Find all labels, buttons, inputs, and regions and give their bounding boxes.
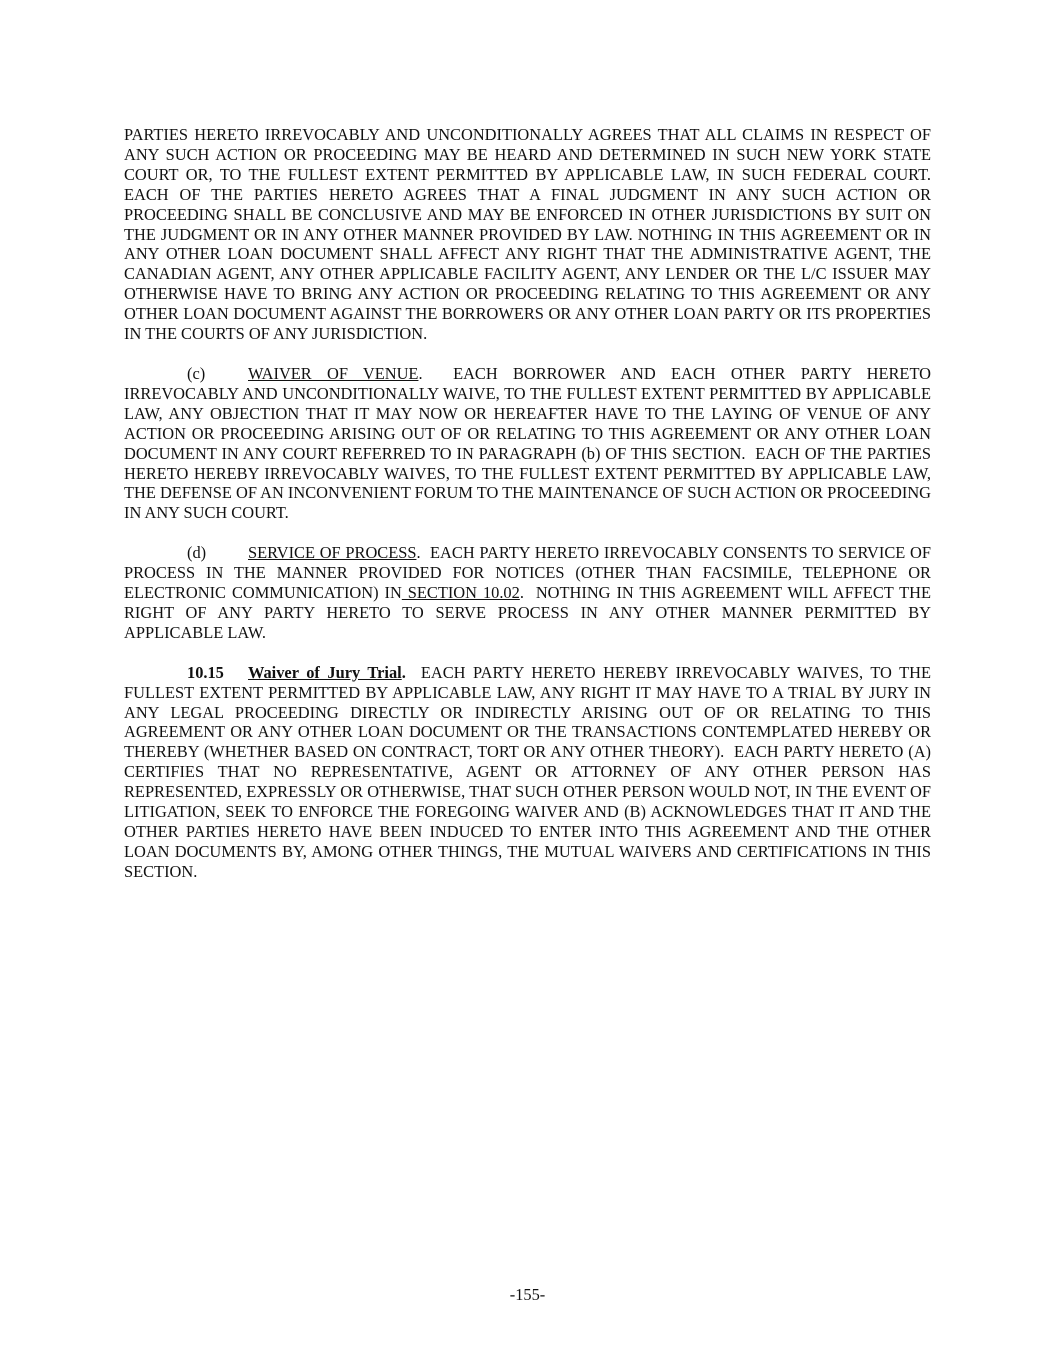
page-number: -155- [509, 1285, 546, 1304]
paragraph-continued-text: PARTIES HERETO IRREVOCABLY AND UNCONDITIONALLY AGREES THAT ALL CLAIMS IN RESPECT OF ANY SUCH ACTION OR PROCEEDING MAY BE HEARD AND DETERMINED IN SUCH NEW YORK STATE COURT OR, TO THE FULLEST EXTENT PERMITTED BY APPLICABLE LAW, IN SUCH FEDERAL COURT. EACH OF THE PARTIES HERETO AGREES THAT A FINAL JUDGMENT IN ANY SUCH ACTION OR PROCEEDING SHALL BE CONCLUSIVE AND MAY BE ENFORCED IN OTHER JURISDICTIONS BY SUIT ON THE JUDGMENT OR IN ANY OTHER MANNER PROVIDED BY LAW. NOTHING IN THIS AGREEMENT OR IN ANY OTHER LOAN DOCUMENT SHALL AFFECT ANY RIGHT THAT THE ADMINISTRATIVE AGENT, THE CANADIAN AGENT, ANY OTHER APPLICABLE FACILITY AGENT, ANY LENDER OR THE L/C ISSUER MAY OTHERWISE HAVE TO BRING ANY ACTION OR PROCEEDING RELATING TO THIS AGREEMENT OR ANY OTHER LOAN DOCUMENT AGAINST THE BORROWERS OR ANY OTHER LOAN PARTY OR ITS PROPERTIES IN THE COURTS OF ANY JURISDICTION. [124, 125, 931, 344]
section-10-15-number: 10.15 [187, 662, 224, 682]
section-10-15-heading: Waiver of Jury Trial [248, 662, 402, 682]
paragraph-c-heading-punct: . [418, 363, 423, 383]
paragraph-d-service-of-process [124, 543, 936, 643]
section-10-15-body: EACH PARTY HERETO HEREBY IRREVOCABLY WAIVES, TO THE FULLEST EXTENT PERMITTED BY APPLICABLE LAW, ANY RIGHT IT MAY HAVE TO A TRIAL BY JURY IN ANY LEGAL PROCEEDING DIRECTLY OR INDIRECTLY ARISING OUT OF OR RELATING TO THIS AGREEMENT OR ANY OTHER LOAN DOCUMENT OR THE TRANSACTIONS CONTEMPLATED HEREBY OR THEREBY (WHETHER BASED ON CONTRACT, TORT OR ANY OTHER THEORY). EACH PARTY HERETO (A) CERTIFIES THAT NO REPRESENTATIVE, AGENT OR ATTORNEY OF ANY OTHER PERSON HAS REPRESENTED, EXPRESSLY OR OTHERWISE, THAT SUCH OTHER PERSON WOULD NOT, IN THE EVENT OF LITIGATION, SEEK TO ENFORCE THE FOREGOING WAIVER AND (B) ACKNOWLEDGES THAT IT AND THE OTHER PARTIES HERETO HAVE BEEN INDUCED TO ENTER INTO THIS AGREEMENT AND THE OTHER LOAN DOCUMENTS BY, AMONG OTHER THINGS, THE MUTUAL WAIVERS AND CERTIFICATIONS IN THIS SECTION. [124, 662, 936, 881]
section-10-15-waiver-of-jury-trial [124, 662, 936, 882]
section-10-15-heading-punct: . [401, 662, 406, 682]
paragraph-c-label: (c) [187, 363, 206, 383]
paragraph-c-body: EACH BORROWER AND EACH OTHER PARTY HERETO IRREVOCABLY AND UNCONDITIONALLY WAIVE, TO THE FULLEST EXTENT PERMITTED BY APPLICABLE LAW, ANY OBJECTION THAT IT MAY NOW OR HEREAFTER HAVE TO THE LAYING OF VENUE OF ANY ACTION OR PROCEEDING ARISING OUT OF OR RELATING TO THIS AGREEMENT OR ANY OTHER LOAN DOCUMENT IN ANY COURT REFERRED TO IN PARAGRAPH (b) OF THIS SECTION. EACH OF THE PARTIES HERETO HEREBY IRREVOCABLY WAIVES, TO THE FULLEST EXTENT PERMITTED BY APPLICABLE LAW, THE DEFENSE OF AN INCONVENIENT FORUM TO THE MAINTENANCE OF SUCH ACTION OR PROCEEDING IN ANY SUCH COURT. [124, 363, 936, 523]
paragraph-d-label: (d) [187, 543, 207, 563]
paragraph-continued [124, 125, 931, 344]
paragraph-d-heading-punct: . [416, 543, 421, 563]
paragraph-d-heading: SERVICE OF PROCESS [248, 543, 417, 563]
paragraph-d-body-after-ref: . NOTHING IN THIS AGREEMENT WILL AFFECT THE RIGHT OF ANY PARTY HERETO TO SERVE PROCESS IN ANY OTHER MANNER PERMITTED BY APPLICABLE LAW. [124, 583, 936, 642]
paragraph-c-heading: WAIVER OF VENUE [248, 363, 419, 383]
paragraph-d-body-before-ref: EACH PARTY HERETO IRREVOCABLY CONSENTS TO SERVICE OF PROCESS IN THE MANNER PROVIDED FOR NOTICES (OTHER THAN FACSIMILE, TELEPHONE OR ELECTRONIC COMMUNICATION) IN [124, 543, 936, 603]
document-body [124, 125, 936, 902]
paragraph-c-waiver-of-venue [124, 363, 936, 523]
section-10-02-reference: SECTION 10.02 [401, 583, 520, 603]
